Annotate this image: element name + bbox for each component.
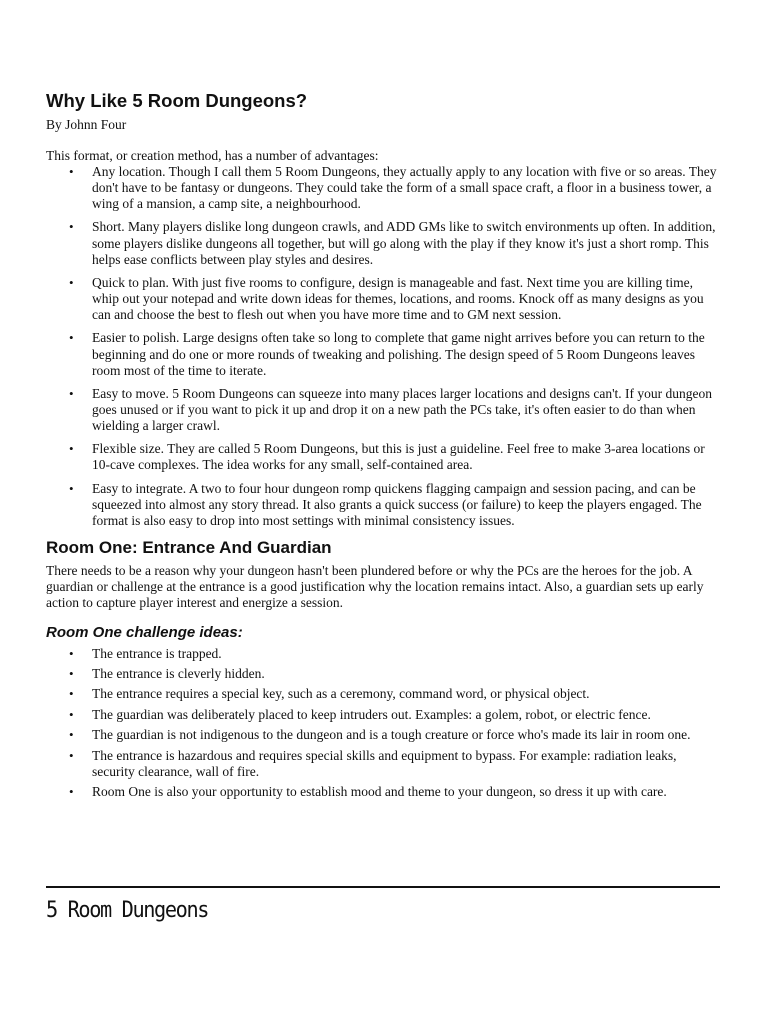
list-item: • Short. Many players dislike long dungeon crawls, and ADD GMs like to switch environments up often. In addition, some players dislike dungeons all together, but will go along with the play if they know it's just a short romp. This helps ease conflicts between play styles and desires.	[46, 219, 722, 267]
footer-divider	[46, 886, 720, 888]
list-item: • Quick to plan. With just five rooms to configure, design is manageable and fast. Next time you are killing time, whip out your notepad and write down ideas for themes, locations, and rooms. Knock off as many designs as you can and choose the best to flesh out when you have more time and to GM next session.	[46, 275, 722, 323]
author-byline: By Johnn Four	[46, 117, 127, 132]
list-item: • The entrance requires a special key, such as a ceremony, command word, or physical object.	[46, 686, 722, 702]
challenge-ideas-list	[46, 646, 722, 800]
list-item: • The guardian is not indigenous to the dungeon and is a tough creature or force who's made its lair in room one.	[46, 727, 722, 743]
page-content	[46, 90, 722, 804]
list-item: • Easy to integrate. A two to four hour dungeon romp quickens flagging campaign and session pacing, and can be squeezed into almost any story thread. It also grants a quick success (or failure) to keep the players engaged. The format is also easy to drop into most settings with minimal consistency issues.	[46, 481, 722, 529]
list-item: • The entrance is cleverly hidden.	[46, 666, 722, 682]
subsection-heading: Room One challenge ideas:	[46, 623, 243, 641]
section-paragraph: There needs to be a reason why your dungeon hasn't been plundered before or why the PCs are the heroes for the job. A guardian or challenge at the entrance is a good justification why the location remains intact. Also, a guardian sets up early action to capture player interest and energize a session.	[46, 563, 704, 611]
list-item: • Room One is also your opportunity to establish mood and theme to your dungeon, so dress it up with care.	[46, 784, 722, 800]
list-item: • Flexible size. They are called 5 Room Dungeons, but this is just a guideline. Feel free to make 3-area locations or 10-cave complexes. The idea works for any small, self-contained area.	[46, 441, 722, 473]
list-item: • The entrance is hazardous and requires special skills and equipment to bypass. For example: radiation leaks, security clearance, wall of fire.	[46, 748, 722, 780]
footer-logo: 5 Room Dungeons	[46, 898, 209, 923]
list-item: • The entrance is trapped.	[46, 646, 722, 662]
intro-paragraph: This format, or creation method, has a number of advantages:	[46, 148, 379, 163]
list-item: • Any location. Though I call them 5 Room Dungeons, they actually apply to any location with five or so areas. They don't have to be fantasy or dungeons. They could take the form of a small space craft, a floor in a business tower, a wing of a mansion, a camp site, a neighbourhood.	[46, 164, 722, 212]
advantages-list	[46, 164, 722, 529]
list-item: • Easy to move. 5 Room Dungeons can squeeze into many places larger locations and designs can't. If your dungeon goes unused or if you want to pick it up and drop it on a new path the PCs take, it's often easier to do than when wielding a larger crawl.	[46, 386, 722, 434]
list-item: • The guardian was deliberately placed to keep intruders out. Examples: a golem, robot, or electric fence.	[46, 707, 722, 723]
list-item: • Easier to polish. Large designs often take so long to complete that game night arrives before you can return to the beginning and do one or more rounds of tweaking and polishing. The design speed of 5 Room Dungeons leaves room most of the time to iterate.	[46, 330, 722, 378]
section-heading: Room One: Entrance And Guardian	[46, 538, 332, 557]
page-title: Why Like 5 Room Dungeons?	[46, 90, 308, 111]
